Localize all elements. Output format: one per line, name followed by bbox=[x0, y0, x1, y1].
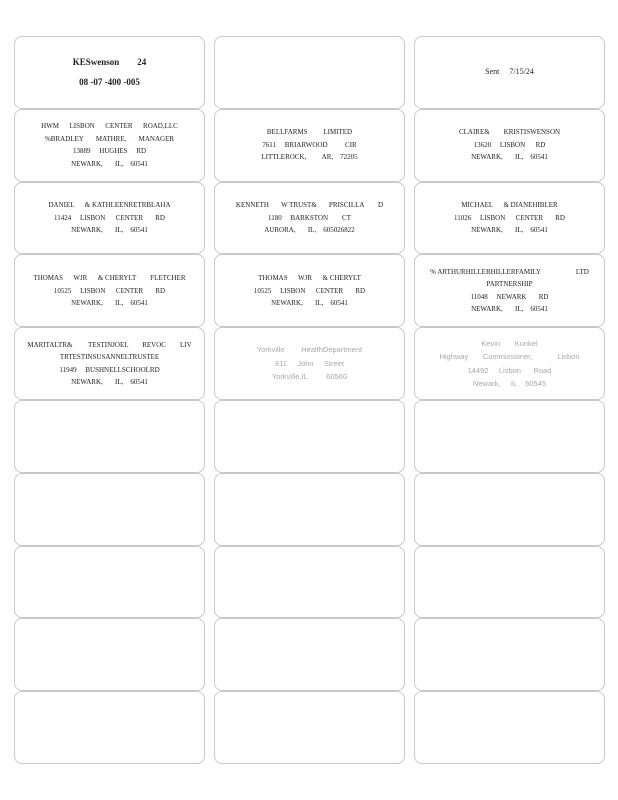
label-line: 11026 LISBON CENTER RD bbox=[454, 213, 565, 222]
label-line: KENNETH W TRUST& PRISCILLA D bbox=[235, 201, 384, 210]
label-line: Yorkville HealthDepartment bbox=[256, 345, 363, 355]
label-empty bbox=[14, 400, 205, 473]
label-empty bbox=[14, 618, 205, 691]
label-empty bbox=[414, 400, 605, 473]
address-label bbox=[214, 182, 405, 255]
address-label bbox=[414, 327, 605, 400]
label-empty bbox=[214, 546, 405, 619]
label-line: 11424 LISBON CENTER RD bbox=[54, 213, 165, 222]
address-label bbox=[414, 182, 605, 255]
address-label bbox=[14, 327, 205, 400]
label-line: TRTESTINSUSANNELTRUSTEE bbox=[59, 353, 160, 362]
address-label bbox=[14, 254, 205, 327]
label-line: Newark, IL 60545 bbox=[472, 379, 547, 389]
label-line: 08 -07 -400 -005 bbox=[79, 77, 140, 88]
label-empty bbox=[214, 400, 405, 473]
label-line: NEWARK, IL, 60541 bbox=[71, 378, 148, 387]
label-line: % ARTHURHILLERHILLERFAMILY LTD bbox=[430, 267, 589, 276]
label-line: Kevin Kunkel bbox=[481, 338, 538, 348]
label-empty bbox=[214, 473, 405, 546]
label-line: 10525 LISBON CENTER RD bbox=[253, 286, 366, 295]
label-line: Yorkville,IL 60560 bbox=[271, 372, 348, 382]
label-line: NEWARK, IL, 60541 bbox=[471, 305, 548, 314]
label-line: 811 John Street bbox=[274, 358, 345, 368]
label-line: HWM LISBON CENTER ROAD,LLC bbox=[41, 122, 178, 131]
label-line: 11949 BUSHNELLSCHOOLRD bbox=[59, 365, 160, 374]
label-line: THOMAS WJR & CHERYLT bbox=[258, 274, 361, 283]
label-line: AURORA, IL, 605026822 bbox=[264, 226, 355, 235]
address-label bbox=[414, 109, 605, 182]
label-line: Highway Commissioner, Lisbon bbox=[439, 352, 580, 362]
label-line: BELLFARMS LIMITED bbox=[266, 128, 353, 137]
label-sent-date bbox=[414, 36, 605, 109]
label-line: NEWARK, IL, 60541 bbox=[71, 299, 148, 308]
label-empty bbox=[214, 618, 405, 691]
label-empty bbox=[14, 546, 205, 619]
label-empty bbox=[414, 546, 605, 619]
label-line: NEWARK, IL, 60541 bbox=[71, 226, 148, 235]
label-empty bbox=[414, 473, 605, 546]
label-line: NEWARK, IL, 60541 bbox=[471, 153, 548, 162]
address-label bbox=[214, 254, 405, 327]
label-line: DANIEL & KATHLEENRETRBLAHA bbox=[48, 201, 171, 210]
label-line: 13889 HUGHES RD bbox=[72, 147, 147, 156]
label-line: 1180 BARKSTON CT bbox=[267, 213, 352, 222]
label-line: 10525 LISBON CENTER RD bbox=[53, 286, 166, 295]
label-line: LITTLEROCK, AR, 72205 bbox=[261, 153, 358, 162]
label-empty bbox=[414, 691, 605, 764]
label-line: MARITALTR& TESTINJOEL REVOC LIV bbox=[27, 340, 192, 349]
label-line: THOMAS WJR & CHERYLT FLETCHER bbox=[33, 274, 186, 283]
label-line: NEWARK, IL, 60541 bbox=[271, 299, 348, 308]
label-line: 13620 LISBON RD bbox=[473, 140, 546, 149]
label-empty bbox=[14, 473, 205, 546]
label-sheet bbox=[14, 36, 605, 764]
label-line: KESwenson 24 bbox=[72, 57, 147, 68]
label-line: CLAIRE& KRISTISWENSON bbox=[458, 128, 561, 137]
label-line: %BRADLEY MATHRE, MANAGER bbox=[44, 134, 175, 143]
address-label bbox=[414, 254, 605, 327]
address-label bbox=[214, 109, 405, 182]
address-label bbox=[14, 109, 205, 182]
label-empty bbox=[14, 691, 205, 764]
label-empty bbox=[214, 36, 405, 109]
address-label bbox=[14, 182, 205, 255]
label-empty bbox=[214, 691, 405, 764]
label-line: Sent 7/15/24 bbox=[485, 67, 534, 77]
label-line: 14492 Lisbon Road bbox=[467, 365, 552, 375]
label-line: NEWARK, IL, 60541 bbox=[471, 226, 548, 235]
label-line: 7611 BRIARWOOD CIR bbox=[262, 140, 357, 149]
label-line: MICHAEL & DIANEHIBLER bbox=[461, 201, 558, 210]
label-empty bbox=[414, 618, 605, 691]
label-line: NEWARK, IL, 60541 bbox=[71, 159, 148, 168]
address-label bbox=[214, 327, 405, 400]
label-line: 11048 NEWARK RD bbox=[470, 292, 549, 301]
label-line: PARTNERSHIP bbox=[486, 280, 533, 289]
label-header-parcel bbox=[14, 36, 205, 109]
